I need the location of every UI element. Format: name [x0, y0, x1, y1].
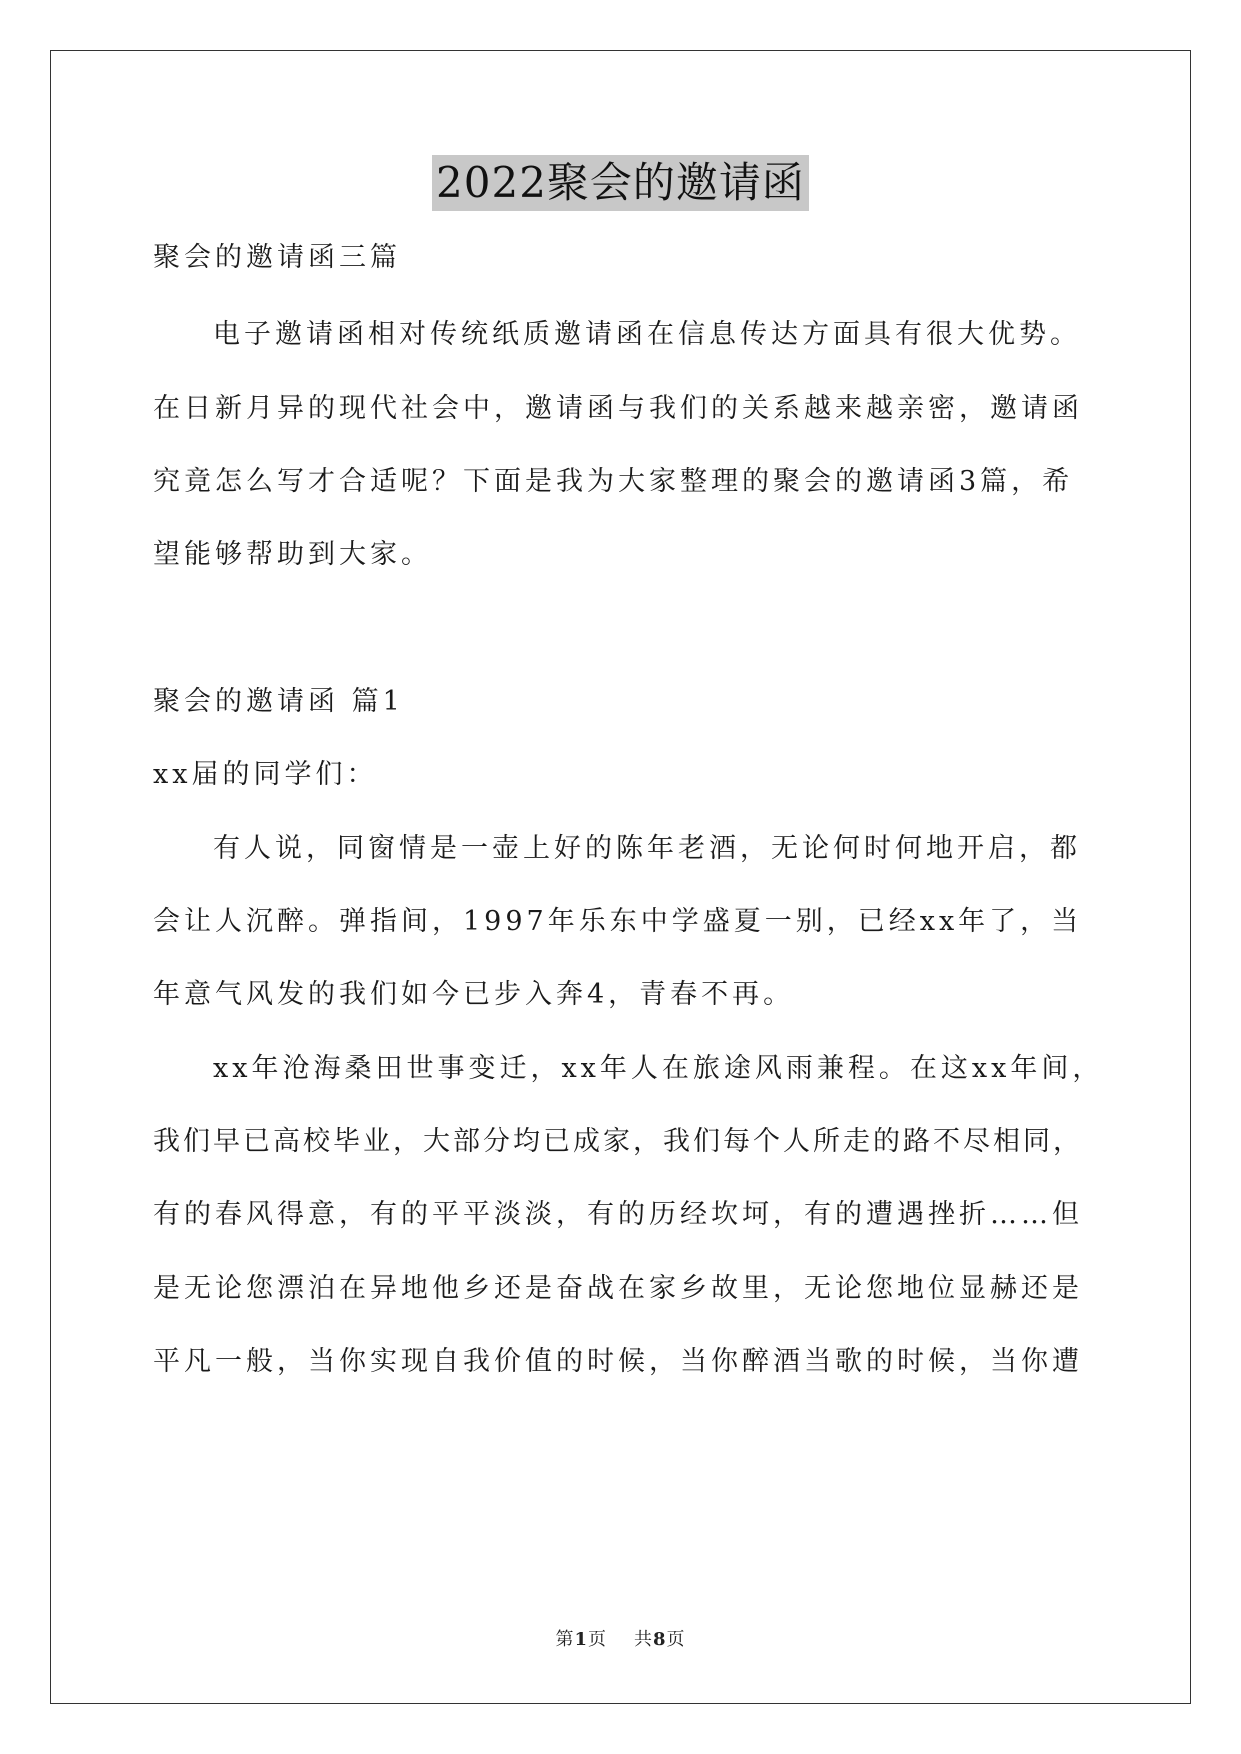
intro-line-4: 望能够帮助到大家。 — [153, 539, 432, 570]
intro-line-3: 究竟怎么写才合适呢？下面是我为大家整理的聚会的邀请函3篇，希 — [153, 466, 1074, 497]
intro-line-2: 在日新月异的现代社会中，邀请函与我们的关系越来越亲密，邀请函 — [153, 393, 1083, 424]
page-number: 1 — [574, 1629, 589, 1650]
total-pages: 8 — [652, 1629, 667, 1650]
para2-line-5: 平凡一般，当你实现自我价值的时候，当你醉酒当歌的时候，当你遭 — [153, 1346, 1083, 1377]
page-footer — [0, 1628, 1241, 1652]
para2-line-2: 我们早已高校毕业，大部分均已成家，我们每个人所走的路不尽相同， — [153, 1126, 1083, 1157]
document-title: 2022聚会的邀请函 — [432, 155, 809, 211]
para2-line-4: 是无论您漂泊在异地他乡还是奋战在家乡故里，无论您地位显赫还是 — [153, 1273, 1083, 1304]
title-container — [0, 155, 1241, 211]
para1-line-3: 年意气风发的我们如今已步入奔4，青春不再。 — [153, 979, 795, 1010]
total-suffix: 页 — [666, 1629, 686, 1650]
para2-line-1: xx年沧海桑田世事变迁，xx年人在旅途风雨兼程。在这xx年间， — [213, 1053, 1104, 1084]
para1-line-1: 有人说，同窗情是一壶上好的陈年老酒，无论何时何地开启，都 — [213, 833, 1081, 864]
document-subtitle: 聚会的邀请函三篇 — [153, 242, 401, 273]
intro-line-1: 电子邀请函相对传统纸质邀请函在信息传达方面具有很大优势。 — [213, 319, 1081, 350]
page-prefix: 第 — [555, 1629, 575, 1650]
page-border — [50, 50, 1191, 1704]
page-suffix: 页 — [588, 1629, 608, 1650]
salutation: xx届的同学们： — [153, 759, 378, 790]
para1-line-2: 会让人沉醉。弹指间，1997年乐东中学盛夏一别，已经xx年了，当 — [153, 906, 1083, 937]
section-heading: 聚会的邀请函 篇1 — [153, 686, 404, 717]
para2-line-3: 有的春风得意，有的平平淡淡，有的历经坎坷，有的遭遇挫折……但 — [153, 1199, 1083, 1230]
total-prefix: 共 — [633, 1629, 653, 1650]
